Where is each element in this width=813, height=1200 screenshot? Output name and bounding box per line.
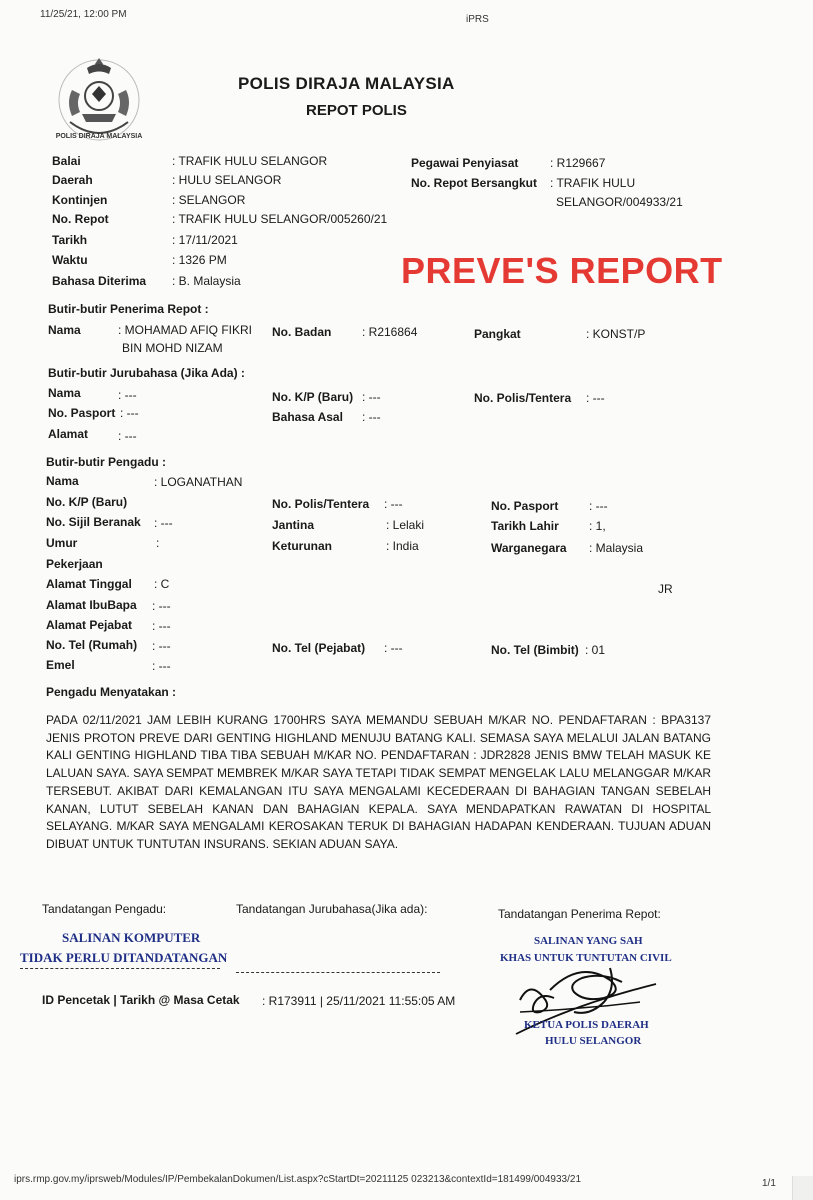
pengadu-pasport-label: No. Pasport [491,499,559,513]
pengadu-keturunan-value: : India [386,539,419,553]
print-id-value: : R173911 | 25/11/2021 11:55:05 AM [262,994,456,1008]
pegawai-label: Pegawai Penyiasat [411,156,519,170]
pengadu-tel-rumah-label: No. Tel (Rumah) [46,638,138,652]
pengadu-keturunan-label: Keturunan [272,539,332,553]
statement-text: PADA 02/11/2021 JAM LEBIH KURANG 1700HRS SAYA MEMANDU SEBUAH M/KAR NO. PENDAFTARAN : BPA3137 JENIS PROTON PREVE DARI GENTING HIGHLAND MENUJU BATANG KALI. SEMASA SAYA MELALUI JALAN BATANG KALI GENTING HIGHLAND TIBA TIBA SEBUAH M/KAR NO. PENDAFTARAN : JDR2828 JENIS BMW TELAH MASUK KE LALUAN SAYA. SAYA SEMPAT MEMBREK M/KAR SAYA TETAPI TIDAK SEMPAT MENGELAK LALU MELANGGAR M/KAR TERSEBUT. AKIBAT DARI KEMALANGAN ITU SAYA MENGALAMI KECEDERAAN DI BAHAGIAN TANGAN SEBELAH KANAN, LUTUT SEBELAH KANAN DAN BAHAGIAN KEPALA. SAYA MENDAPATKAN RAWATAN DI HOSPITAL SELAYANG. M/KAR SAYA MENGALAMI KEROSAKAN TERUK DI BAHAGIAN HADAPAN KENDERAAN. TUJUAN ADUAN DIBUAT UNTUK TUNTUTAN INSURANS. SEKIAN ADUAN SAYA. [46,713,711,851]
jurubahasa-bahasa-label: Bahasa Asal [272,410,343,424]
pengadu-sijil-value: : --- [154,516,173,530]
jurubahasa-pasport-label: No. Pasport [48,406,116,420]
certify-stamp-line1: SALINAN YANG SAH [534,935,643,947]
pengadu-umur-value: : [156,536,160,550]
sig-pengadu-label: Tandatangan Pengadu: [42,902,167,916]
pengadu-emel-value: : --- [152,659,171,673]
corner-badge [792,1176,813,1200]
pengadu-tel-rumah-value: : --- [152,639,171,653]
police-crest-logo [52,50,147,145]
app-name: iPRS [466,14,489,25]
waktu-label: Waktu [52,253,88,267]
jurubahasa-bahasa-value: : --- [362,410,381,424]
daerah-label: Daerah [52,173,93,187]
tarikh-label: Tarikh [52,233,88,247]
pengadu-tinggal-label: Alamat Tinggal [46,577,132,591]
certify-stamp-line2: KHAS UNTUK TUNTUTAN CIVIL [500,952,672,964]
jurubahasa-section-title: Butir-butir Jurubahasa (Jika Ada) : [48,366,245,380]
print-id-label: ID Pencetak | Tarikh @ Masa Cetak [42,993,240,1007]
jurubahasa-polis-label: No. Polis/Tentera [474,391,572,405]
sig-jurubahasa-label: Tandatangan Jurubahasa(Jika ada): [236,902,428,916]
balai-value: : TRAFIK HULU SELANGOR [172,154,328,168]
pengadu-nama-label: Nama [46,474,79,488]
penerima-pangkat-label: Pangkat [474,327,521,341]
kontinjen-label: Kontinjen [52,193,108,207]
jurubahasa-alamat-value: : --- [118,429,137,443]
pengadu-tel-pejabat-label: No. Tel (Pejabat) [272,641,366,655]
pengadu-tel-bimbit-value: : 01 [585,643,606,657]
waktu-value: : 1326 PM [172,253,227,267]
kontinjen-value: : SELANGOR [172,193,246,207]
pengadu-kp-label: No. K/P (Baru) [46,495,128,509]
pengadu-ibubapa-label: Alamat IbuBapa [46,598,137,612]
pengadu-jantina-label: Jantina [272,518,315,532]
jurubahasa-alamat-label: Alamat [48,427,89,441]
org-title: POLIS DIRAJA MALAYSIA [238,74,455,93]
no-repot-label: No. Repot [52,212,109,226]
jurubahasa-kp-value: : --- [362,390,381,404]
jurubahasa-nama-label: Nama [48,386,81,400]
bersangkut-value-cont: SELANGOR/004933/21 [556,195,683,209]
pengadu-tinggal-value: : C [154,577,170,591]
computer-copy-stamp-line1: SALINAN KOMPUTER [62,930,201,945]
doc-title: REPOT POLIS [306,102,407,119]
sig-penerima-label: Tandatangan Penerima Repot: [498,907,661,921]
daerah-value: : HULU SELANGOR [172,173,282,187]
print-datetime: 11/25/21, 12:00 PM [40,9,127,20]
pengadu-polis-value: : --- [384,497,403,511]
jurubahasa-kp-label: No. K/P (Baru) [272,390,354,404]
pegawai-value: : R129667 [550,156,606,170]
penerima-nama-value: : MOHAMAD AFIQ FIKRI [118,323,253,337]
bahasa-value: : B. Malaysia [172,274,241,288]
pengadu-emel-label: Emel [46,658,75,672]
penerima-badan-label: No. Badan [272,325,332,339]
tarikh-value: : 17/11/2021 [172,233,238,247]
preve-report-annotation: PREVE'S REPORT [401,250,723,291]
no-repot-value: : TRAFIK HULU SELANGOR/005260/21 [172,212,388,226]
pengadu-lahir-label: Tarikh Lahir [491,519,559,533]
penerima-nama-value-cont: BIN MOHD NIZAM [122,341,223,355]
page-url: iprs.rmp.gov.my/iprsweb/Modules/IP/PembekalanDokumen/List.aspx?cStartDt=20211125 023213&contextId=181499/004933/21 [14,1174,582,1185]
jurubahasa-pasport-value: : --- [120,406,139,420]
pengadu-section-title: Butir-butir Pengadu : [46,455,166,469]
pengadu-warga-value: : Malaysia [589,541,644,555]
pengadu-pekerjaan-label: Pekerjaan [46,557,103,571]
page-number: 1/1 [762,1178,776,1189]
pengadu-umur-label: Umur [46,536,78,550]
penerima-badan-value: : R216864 [362,325,418,339]
sig-jurubahasa-line [236,972,440,973]
penerima-section-title: Butir-butir Penerima Repot : [48,302,209,316]
balai-label: Balai [52,154,81,168]
pengadu-sijil-label: No. Sijil Beranak [46,515,141,529]
pengadu-jantina-value: : Lelaki [386,518,425,532]
penerima-nama-label: Nama [48,323,81,337]
jurubahasa-nama-value: : --- [118,388,137,402]
pengadu-pasport-value: : --- [589,499,608,513]
pengadu-ibubapa-value: : --- [152,599,171,613]
pengadu-pejabat-label: Alamat Pejabat [46,618,133,632]
pengadu-tel-bimbit-label: No. Tel (Bimbit) [491,643,579,657]
computer-copy-stamp-line2: TIDAK PERLU DITANDATANGAN [20,950,228,965]
chief-stamp-line2: HULU SELANGOR [545,1035,642,1047]
bersangkut-label: No. Repot Bersangkut [411,176,538,190]
pengadu-polis-label: No. Polis/Tentera [272,497,370,511]
pengadu-pejabat-value: : --- [152,619,171,633]
statement-heading: Pengadu Menyatakan : [46,685,177,699]
bersangkut-value: : TRAFIK HULU [550,176,636,190]
pengadu-warga-label: Warganegara [491,541,567,555]
sig-pengadu-line [20,968,220,969]
penerima-pangkat-value: : KONST/P [586,327,646,341]
chief-stamp-line1: KETUA POLIS DAERAH [524,1019,649,1031]
pengadu-lahir-value: : 1, [589,519,606,533]
bahasa-label: Bahasa Diterima [52,274,147,288]
pengadu-tinggal-value-end: JR [658,582,673,596]
jurubahasa-polis-value: : --- [586,391,605,405]
crest-motto: POLIS DIRAJA MALAYSIA [55,133,143,140]
pengadu-nama-value: : LOGANATHAN [154,475,243,489]
pengadu-tel-pejabat-value: : --- [384,641,403,655]
